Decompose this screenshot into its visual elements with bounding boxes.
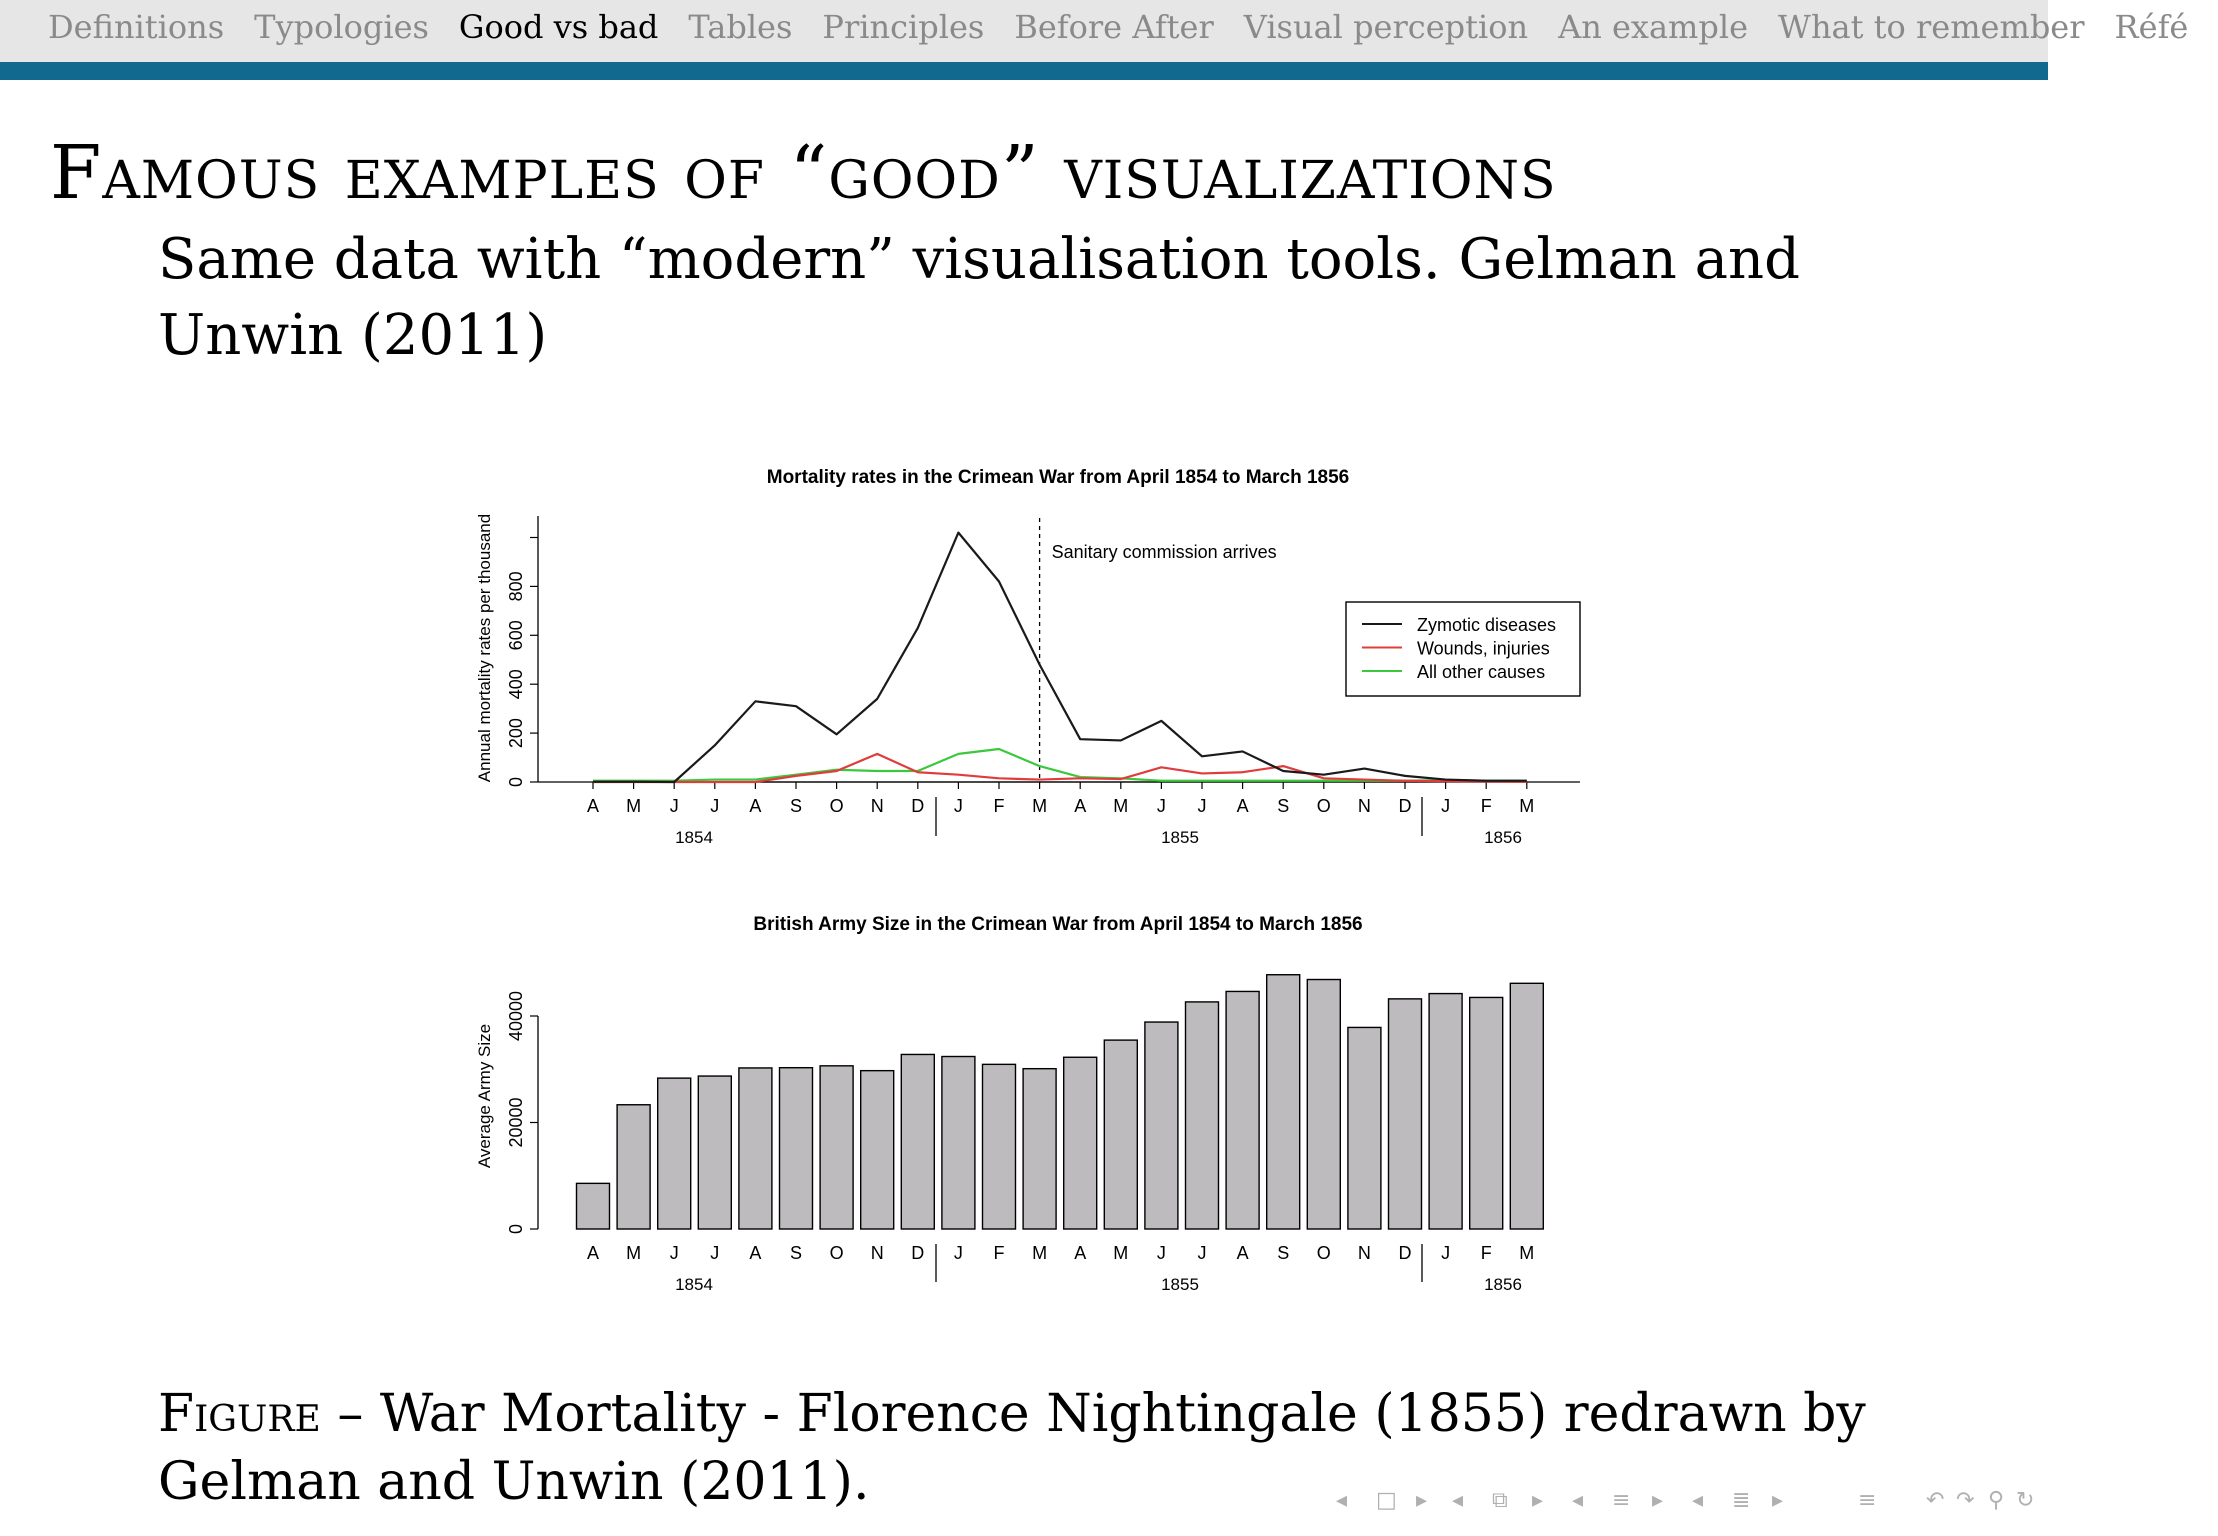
nav-item[interactable]: An example — [1558, 8, 1749, 46]
x-tick-label: D — [1398, 796, 1412, 816]
mortality-chart — [475, 467, 1580, 847]
arrow-right-icon[interactable]: ▸ — [1416, 1488, 1428, 1513]
beamer-navigation — [1336, 1488, 2036, 1524]
x-tick-label: S — [1277, 796, 1290, 816]
x-tick-label: J — [1197, 1243, 1207, 1263]
align-icon[interactable]: ≡ — [1858, 1488, 1877, 1513]
bar — [820, 1066, 853, 1229]
x-tick-label: D — [1398, 1243, 1412, 1263]
x-tick-label: D — [911, 796, 925, 816]
x-tick-label: N — [1357, 796, 1371, 816]
x-tick-label: O — [1316, 796, 1331, 816]
slide-title: Famous examples of “good” visualizations — [50, 130, 1557, 216]
refresh-icon[interactable]: ↻ — [2016, 1488, 2035, 1513]
bar — [1226, 991, 1259, 1229]
x-tick-label: J — [1441, 1243, 1451, 1263]
arrow-left-icon[interactable]: ◂ — [1452, 1488, 1464, 1513]
section-icon[interactable]: ≡ — [1612, 1488, 1631, 1513]
bar — [698, 1076, 731, 1229]
x-tick-label: J — [1156, 1243, 1166, 1263]
x-tick-label: A — [1236, 1243, 1249, 1263]
series-line — [593, 754, 1527, 782]
bar — [617, 1105, 650, 1229]
nav-item[interactable]: Definitions — [48, 8, 225, 46]
year-label: 1856 — [1484, 1275, 1522, 1294]
bar — [942, 1057, 975, 1229]
x-tick-label: N — [870, 796, 884, 816]
x-tick-label: S — [789, 796, 803, 816]
caption-text: – War Mortality - Florence Nightingale (1855) redrawn by Gelman and Unwin (2011). — [158, 1384, 1866, 1512]
slide-subtitle: Same data with “modern” visualisation tools. Gelman and Unwin (2011) — [158, 227, 1800, 368]
bar — [1307, 980, 1340, 1229]
x-tick-label: F — [993, 1243, 1005, 1263]
y-tick-label: 0 — [506, 1223, 526, 1235]
year-label: 1856 — [1484, 828, 1522, 847]
x-tick-label: M — [626, 1243, 642, 1263]
bar — [658, 1078, 691, 1229]
x-tick-label: J — [953, 1243, 963, 1263]
year-label: 1854 — [675, 1275, 713, 1294]
x-tick-label: M — [1519, 796, 1535, 816]
bar — [983, 1064, 1016, 1229]
y-tick-label: 20000 — [506, 1097, 526, 1148]
annotation-text: Sanitary commission arrives — [1051, 542, 1277, 562]
bar — [1267, 975, 1300, 1229]
chart-title: Mortality rates in the Crimean War from April 1854 to March 1856 — [766, 467, 1350, 488]
x-tick-label: J — [710, 796, 720, 816]
nav-item[interactable]: Tables — [688, 8, 793, 46]
x-tick-label: S — [789, 1243, 803, 1263]
bar — [1023, 1069, 1056, 1229]
back-icon[interactable]: ↶ — [1926, 1488, 1945, 1513]
x-tick-label: A — [749, 1243, 762, 1263]
y-tick-label: 0 — [506, 776, 526, 788]
x-tick-label: O — [829, 796, 844, 816]
x-tick-label: F — [1480, 796, 1492, 816]
x-tick-label: M — [1113, 1243, 1129, 1263]
y-axis-label: Annual mortality rates per thousand — [475, 513, 494, 783]
nav-item[interactable]: Visual perception — [1243, 8, 1529, 46]
bar — [901, 1054, 934, 1229]
year-label: 1854 — [675, 828, 713, 847]
arrow-right-icon[interactable]: ▸ — [1652, 1488, 1664, 1513]
y-tick-label: 40000 — [506, 990, 526, 1042]
forward-icon[interactable]: ↷ — [1956, 1488, 1975, 1513]
x-tick-label: S — [1277, 1243, 1290, 1263]
bar — [1145, 1022, 1178, 1229]
bar — [861, 1071, 894, 1229]
x-tick-label: M — [1519, 1243, 1535, 1263]
bar — [1510, 983, 1543, 1229]
y-tick-label: 400 — [506, 669, 526, 700]
nav-item[interactable]: Réfé — [2114, 8, 2189, 46]
nav-item[interactable]: Good vs bad — [458, 8, 659, 46]
x-tick-label: F — [1480, 1243, 1492, 1263]
bar — [780, 1068, 813, 1229]
search-icon[interactable]: ⚲ — [1988, 1488, 2005, 1513]
x-tick-label: J — [669, 1243, 679, 1263]
x-tick-label: J — [1441, 796, 1451, 816]
x-tick-label: J — [1197, 796, 1207, 816]
bar — [1104, 1040, 1137, 1229]
x-tick-label: J — [953, 796, 963, 816]
series-line — [593, 749, 1527, 781]
legend — [1346, 602, 1580, 696]
x-tick-label: A — [586, 796, 600, 816]
legend-label: All other causes — [1417, 662, 1546, 682]
arrow-left-icon[interactable]: ◂ — [1692, 1488, 1704, 1513]
legend-label: Zymotic diseases — [1417, 615, 1557, 635]
nav-item[interactable]: Principles — [822, 8, 985, 46]
x-tick-label: M — [626, 796, 642, 816]
x-tick-label: D — [911, 1243, 925, 1263]
x-tick-label: A — [749, 796, 762, 816]
chart-title: British Army Size in the Crimean War from April 1854 to March 1856 — [753, 914, 1363, 935]
x-tick-label: M — [1113, 796, 1129, 816]
nav-item[interactable]: Before After — [1014, 8, 1214, 46]
arrow-left-icon[interactable]: ◂ — [1336, 1488, 1348, 1513]
x-tick-label: N — [1357, 1243, 1371, 1263]
nav-item[interactable]: Typologies — [254, 8, 429, 46]
army-size-chart — [475, 914, 1543, 1294]
y-tick-label: 800 — [506, 571, 526, 602]
y-tick-label: 600 — [506, 620, 526, 651]
x-tick-label: J — [710, 1243, 720, 1263]
subsection-icon[interactable]: ≣ — [1732, 1488, 1751, 1513]
bar — [1429, 994, 1462, 1229]
nav-item[interactable]: What to remember — [1778, 8, 2085, 46]
bar — [739, 1068, 772, 1229]
bar — [577, 1183, 610, 1229]
y-axis-label: Average Army Size — [475, 1023, 494, 1169]
bar — [1348, 1027, 1381, 1229]
x-tick-label: F — [993, 796, 1005, 816]
x-tick-label: A — [1236, 796, 1249, 816]
bar — [1186, 1002, 1219, 1229]
arrow-right-icon[interactable]: ▸ — [1532, 1488, 1544, 1513]
x-tick-label: M — [1032, 1243, 1048, 1263]
x-tick-label: A — [1074, 796, 1087, 816]
x-tick-label: N — [870, 1243, 884, 1263]
frame-stack-icon[interactable]: ⧉ — [1492, 1488, 1508, 1513]
bar — [1389, 999, 1422, 1229]
x-tick-label: A — [586, 1243, 600, 1263]
arrow-left-icon[interactable]: ◂ — [1572, 1488, 1584, 1513]
x-tick-label: O — [1316, 1243, 1331, 1263]
caption-label: Figure — [158, 1384, 321, 1444]
frame-icon[interactable]: □ — [1376, 1488, 1397, 1513]
year-label: 1855 — [1161, 1275, 1199, 1294]
x-tick-label: J — [1156, 796, 1166, 816]
x-tick-label: O — [829, 1243, 844, 1263]
x-tick-label: J — [669, 796, 679, 816]
year-label: 1855 — [1161, 828, 1199, 847]
bar — [1470, 997, 1503, 1229]
y-tick-label: 200 — [506, 718, 526, 749]
x-tick-label: M — [1032, 796, 1048, 816]
x-tick-label: A — [1074, 1243, 1087, 1263]
legend-label: Wounds, injuries — [1417, 638, 1550, 659]
arrow-right-icon[interactable]: ▸ — [1772, 1488, 1784, 1513]
bar — [1064, 1057, 1097, 1229]
